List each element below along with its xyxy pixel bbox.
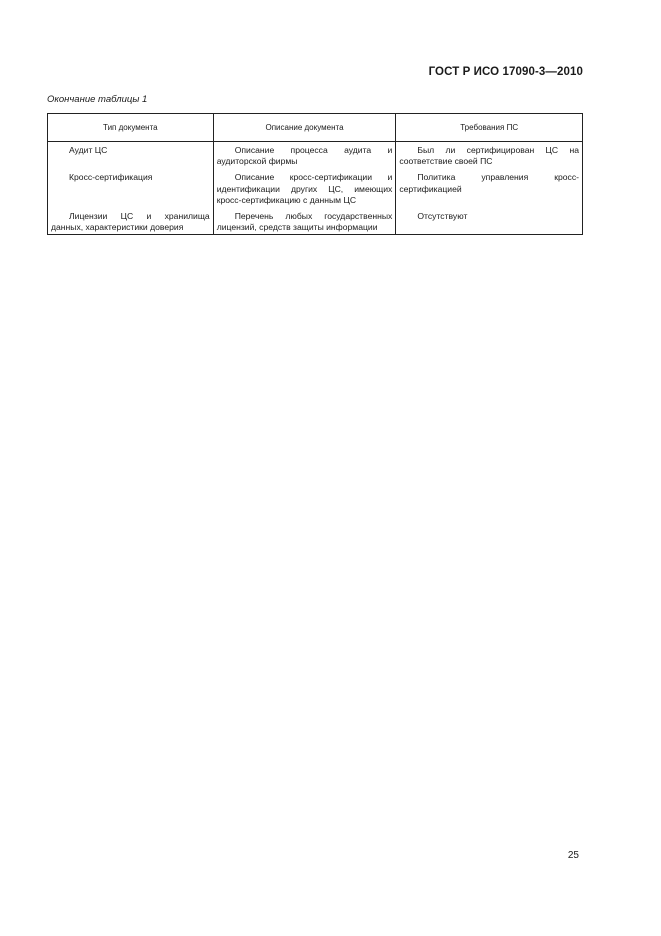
table-cell [48,209,214,235]
table-row [48,170,583,209]
table-cell [48,142,214,171]
column-header-policy-requirements: Требования ПС [396,114,583,142]
document-table [47,113,583,235]
cell-text: Перечень любых государственных лицензий, средств защиты информации [216,211,393,233]
page-number: 25 [567,850,579,861]
cell-text: Отсутствуют [417,211,468,222]
column-header-document-description: Описание документа [213,114,396,142]
cell-text: Был ли сертифицирован ЦС на соответствие своей ПС [399,145,579,167]
cell-text: Кросс-сертификация [69,172,153,183]
document-code: ГОСТ Р ИСО 17090-3—2010 [428,66,583,78]
cell-text: Описание процесса аудита и аудиторской фирмы [216,145,393,167]
cell-text: Описание кросс-сертификации и идентификации других ЦС, имеющих кросс-сертификацию с данным ЦС [216,172,393,205]
cell-text: Аудит ЦС [69,145,108,155]
table-cell [396,170,583,209]
table-cell [396,209,583,235]
cell-text: Лицензии ЦС и хранилища данных, характеристики доверия [51,211,210,233]
table-row [48,209,583,235]
column-header-document-type: Тип документа [48,114,214,142]
table-cell [396,142,583,171]
cell-text: Политика управления кросс-сертификацией [399,172,579,194]
table-header-row [48,114,583,142]
table-caption: Окончание таблицы 1 [47,94,148,105]
table-cell [213,170,396,209]
table-row [48,142,583,171]
table-cell [213,209,396,235]
table-cell [213,142,396,171]
table-cell [48,170,214,209]
